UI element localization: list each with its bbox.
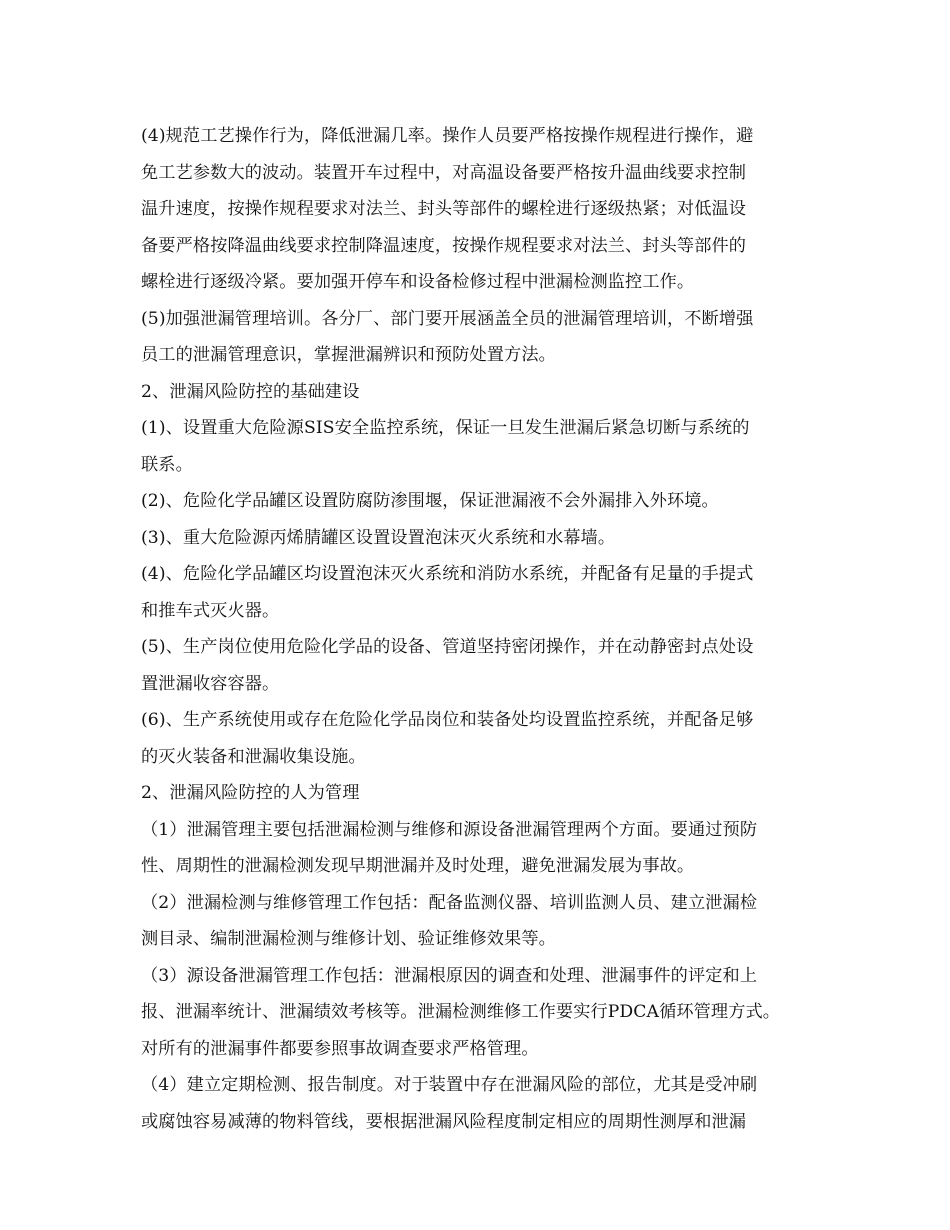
paragraph-5-line-2: 员工的泄漏管理意识，掌握泄漏辨识和预防处置方法。 [141, 345, 556, 365]
mgmt-item-1-line-1: （1）泄漏管理主要包括泄漏检测与维修和源设备泄漏管理两个方面。要通过预防 [141, 819, 758, 840]
paragraph-4-line-4: 备要严格按降温曲线要求控制降温速度，按操作规程要求对法兰、封头等部件的 [141, 235, 747, 256]
mgmt-item-3-line-2: 报、泄漏率统计、泄漏绩效考核等。泄漏检测维修工作要实行PDCA循环管理方式。 [141, 1002, 781, 1022]
item-5-line-2: 置泄漏收容容器。 [141, 673, 280, 694]
paragraph-4-line-2: 免工艺参数大的波动。装置开车过程中，对高温设备要严格按升温曲线要求控制 [141, 162, 747, 183]
item-4-line-2: 和推车式灭火器。 [141, 600, 280, 621]
mgmt-item-4-line-2: 或腐蚀容易减薄的物料管线，要根据泄漏风险程度制定相应的周期性测厚和泄漏 [141, 1111, 747, 1132]
document-body [141, 118, 813, 1140]
item-1-line-1: (1)、设置重大危险源SIS安全监控系统，保证一旦发生泄漏后紧急切断与系统的 [141, 418, 750, 438]
mgmt-item-3-line-3: 对所有的泄漏事件都要参照事故调查要求严格管理。 [141, 1038, 539, 1059]
mgmt-item-4-line-1: （4）建立定期检测、报告制度。对于装置中存在泄漏风险的部位，尤其是受冲刷 [141, 1075, 758, 1095]
section-heading-infrastructure: 2、泄漏风险防控的基础建设 [141, 381, 360, 402]
item-3-line-1: (3)、重大危险源丙烯腈罐区设置设置泡沫灭火系统和水幕墙。 [141, 527, 616, 548]
item-6-line-1: (6)、生产系统使用或存在危险化学品岗位和装备处均设置监控系统，并配备足够 [141, 710, 754, 730]
paragraph-4-line-5: 螺栓进行逐级冷紧。要加强开停车和设备检修过程中泄漏检测监控工作。 [141, 272, 695, 292]
section-heading-human-management: 2、泄漏风险防控的人为管理 [141, 783, 360, 803]
mgmt-item-2-line-2: 测目录、编制泄漏检测与维修计划、验证维修效果等。 [141, 929, 556, 949]
item-2-line-1: (2)、危险化学品罐区设置防腐防渗围堰，保证泄漏液不会外漏排入外环境。 [141, 491, 719, 511]
item-1-line-2: 联系。 [141, 454, 193, 475]
item-4-line-1: (4)、危险化学品罐区均设置泡沫灭火系统和消防水系统，并配备有足量的手提式 [141, 564, 754, 584]
item-6-line-2: 的灭火装备和泄漏收集设施。 [141, 746, 366, 767]
mgmt-item-3-line-1: （3）源设备泄漏管理工作包括：泄漏根原因的调查和处理、泄漏事件的评定和上 [141, 965, 758, 986]
item-5-line-1: (5)、生产岗位使用危险化学品的设备、管道坚持密闭操作，并在动静密封点处设 [141, 637, 754, 657]
paragraph-4-line-1: (4)规范工艺操作行为，降低泄漏几率。操作人员要严格按操作规程进行操作，避 [141, 126, 754, 146]
paragraph-5-line-1: (5)加强泄漏管理培训。各分厂、部门要开展涵盖全员的泄漏管理培训，不断增强 [141, 308, 754, 329]
mgmt-item-1-line-2: 性、周期性的泄漏检测发现早期泄漏并及时处理，避免泄漏发展为事故。 [141, 856, 695, 876]
mgmt-item-2-line-1: （2）泄漏检测与维修管理工作包括：配备监测仪器、培训监测人员、建立泄漏检 [141, 892, 758, 913]
paragraph-4-line-3: 温升速度，按操作规程要求对法兰、封头等部件的螺栓进行逐级热紧；对低温设 [141, 199, 747, 219]
